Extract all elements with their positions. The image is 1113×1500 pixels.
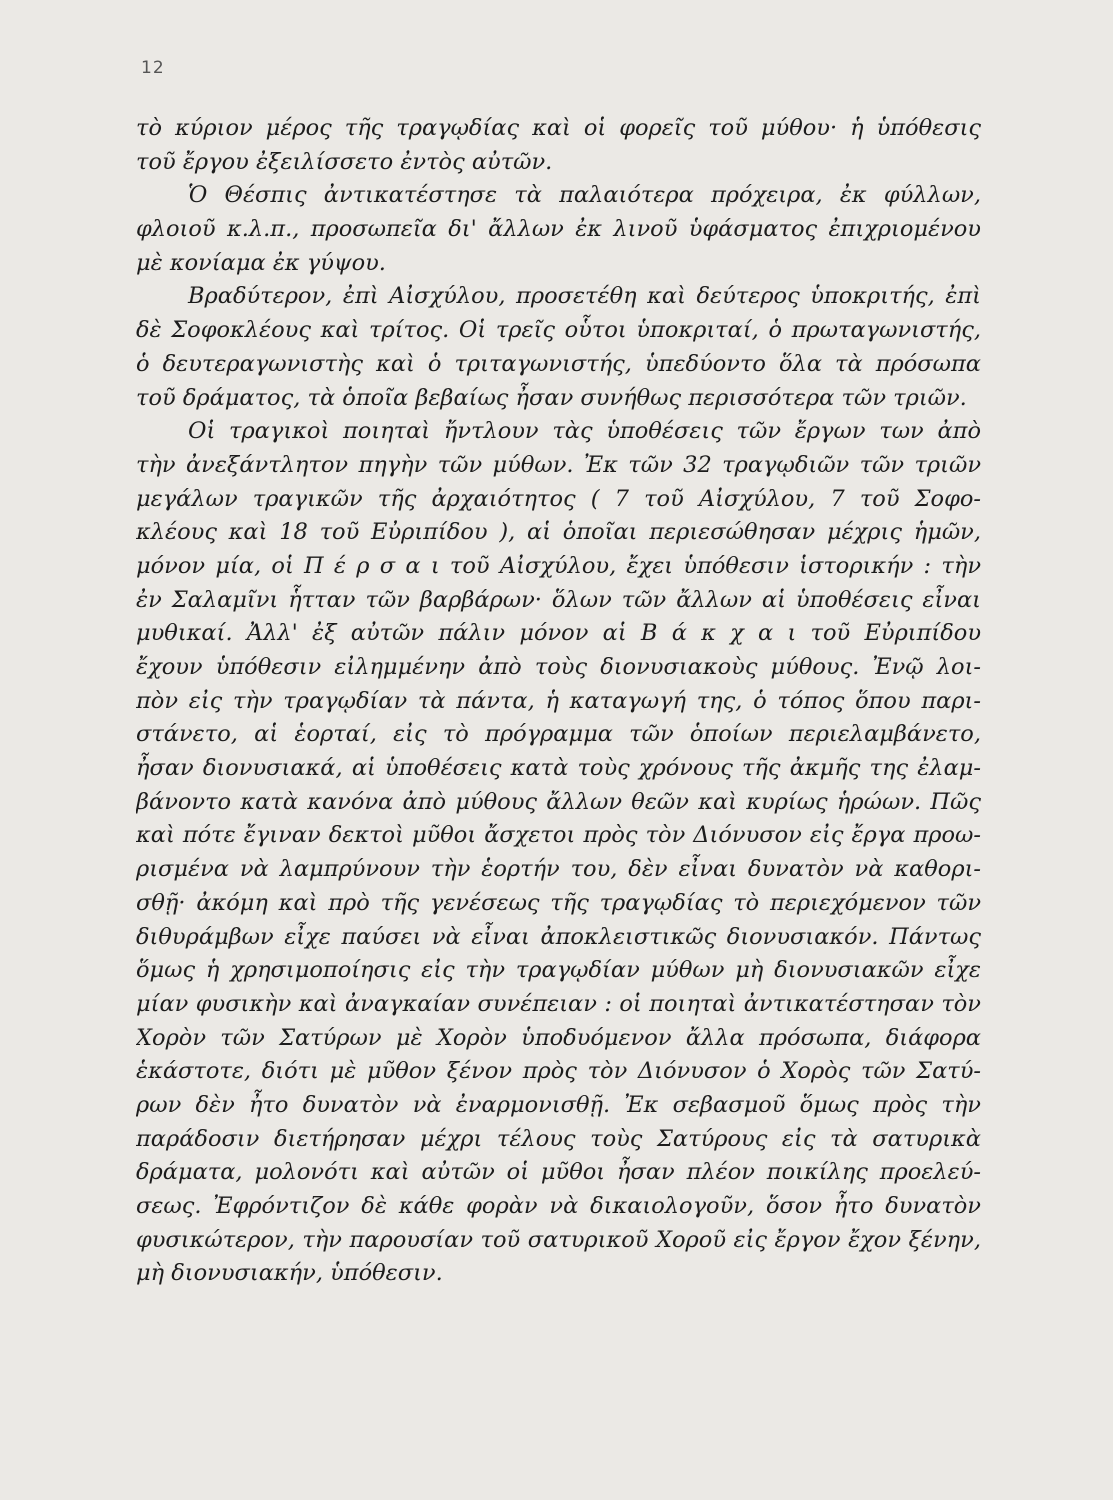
text-line: μόνον μία, οἱ Π έ ρ σ α ι τοῦ Αἰσχύλου, ἔχει ὑπόθεσιν ἱστορικήν : τὴν: [136, 552, 981, 579]
text-line: στάνετο, αἱ ἑορταί, εἰς τὸ πρόγραμμα τῶν ὁποίων περιελαμβάνετο,: [136, 721, 981, 748]
text-line: Χορὸν τῶν Σατύρων μὲ Χορὸν ὑποδυόμενον ἄλλα πρόσωπα, διάφορα: [136, 1024, 981, 1051]
text-line: τοῦ δράματος, τὰ ὁποῖα βεβαίως ἦσαν συνήθως περισσότερα τῶν τριῶν.: [136, 384, 967, 411]
text-line: μυθικαί. Ἀλλ' ἐξ αὐτῶν πάλιν μόνον αἱ Β ά κ χ α ι τοῦ Εὐριπίδου: [136, 620, 981, 647]
text-line: σεως. Ἐφρόντιζον δὲ κάθε φορὰν νὰ δικαιολογοῦν, ὅσον ἦτο δυνατὸν: [136, 1193, 981, 1219]
text-line: τοῦ ἔργου ἐξειλίσσετο ἐντὸς αὐτῶν.: [136, 148, 553, 175]
text-line: δὲ Σοφοκλέους καὶ τρίτος. Οἱ τρεῖς οὗτοι ὑποκριταί, ὁ πρωταγωνιστής,: [136, 317, 981, 344]
text-line: φυσικώτερον, τὴν παρουσίαν τοῦ σατυρικοῦ Χοροῦ εἰς ἔργον ἔχον ξένην,: [136, 1226, 981, 1253]
text-line: καὶ πότε ἔγιναν δεκτοὶ μῦθοι ἄσχετοι πρὸς τὸν Διόνυσον εἰς ἔργα προω-: [136, 822, 981, 849]
text-line: δράματα, μολονότι καὶ αὐτῶν οἱ μῦθοι ἦσαν πλέον ποικίλης προελεύ-: [136, 1159, 981, 1186]
text-line: μὲ κονίαμα ἐκ γύψου.: [136, 249, 386, 276]
text-line: μίαν φυσικὴν καὶ ἀναγκαίαν συνέπειαν : οἱ ποιηταὶ ἀντικατέστησαν τὸν: [136, 990, 981, 1017]
text-line: διθυράμβων εἶχε παύσει νὰ εἶναι ἀποκλειστικῶς διονυσιακόν. Πάντως: [136, 923, 981, 950]
text-line: σθῇ· ἀκόμη καὶ πρὸ τῆς γενέσεως τῆς τραγῳδίας τὸ περιεχόμενον τῶν: [136, 889, 981, 916]
text-line: μὴ διονυσιακήν, ὑπόθεσιν.: [136, 1260, 443, 1287]
text-line: ρισμένα νὰ λαμπρύνουν τὴν ἑορτήν του, δὲν εἶναι δυνατὸν νὰ καθορι-: [136, 856, 981, 883]
text-line: ἔχουν ὑπόθεσιν εἰλημμένην ἀπὸ τοὺς διονυσιακοὺς μύθους. Ἐνῷ λοι-: [136, 654, 981, 680]
text-line: κλέους καὶ 18 τοῦ Εὐριπίδου ), αἱ ὁποῖαι περιεσώθησαν μέχρις ἡμῶν,: [136, 519, 981, 546]
text-line: τὸ κύριον μέρος τῆς τραγῳδίας καὶ οἱ φορεῖς τοῦ μύθου· ἡ ὑπόθεσις: [136, 115, 981, 141]
text-line: Ὁ Θέσπις ἀντικατέστησε τὰ παλαιότερα πρόχειρα, ἐκ φύλλων,: [188, 182, 981, 209]
text-line: ὅμως ἡ χρησιμοποίησις εἰς τὴν τραγῳδίαν μύθων μὴ διονυσιακῶν εἶχε: [136, 957, 981, 984]
text-line: τὴν ἀνεξάντλητον πηγὴν τῶν μύθων. Ἐκ τῶν 32 τραγῳδιῶν τῶν τριῶν: [136, 451, 981, 478]
page-number: 12: [141, 58, 165, 78]
body-text: [136, 112, 981, 1291]
text-line: ρων δὲν ἦτο δυνατὸν νὰ ἐναρμονισθῇ. Ἐκ σεβασμοῦ ὅμως πρὸς τὴν: [136, 1091, 981, 1118]
text-line: μεγάλων τραγικῶν τῆς ἀρχαιότητος ( 7 τοῦ Αἰσχύλου, 7 τοῦ Σοφο-: [136, 485, 981, 512]
text-line: φλοιοῦ κ.λ.π., προσωπεῖα δι' ἄλλων ἐκ λινοῦ ὑφάσματος ἐπιχριομένου: [136, 216, 981, 243]
text-line: ἐν Σαλαμῖνι ἧτταν τῶν βαρβάρων· ὅλων τῶν ἄλλων αἱ ὑποθέσεις εἶναι: [136, 586, 981, 613]
text-line: Οἱ τραγικοὶ ποιηταὶ ἤντλουν τὰς ὑποθέσεις τῶν ἔργων των ἀπὸ: [188, 418, 981, 445]
text-line: πὸν εἰς τὴν τραγῳδίαν τὰ πάντα, ἡ καταγωγή της, ὁ τόπος ὅπου παρι-: [136, 687, 981, 714]
text-line: ἑκάστοτε, διότι μὲ μῦθον ξένον πρὸς τὸν Διόνυσον ὁ Χορὸς τῶν Σατύ-: [136, 1058, 981, 1085]
text-line: Βραδύτερον, ἐπὶ Αἰσχύλου, προσετέθη καὶ δεύτερος ὑποκριτής, ἐπὶ: [188, 283, 981, 310]
text-line: παράδοσιν διετήρησαν μέχρι τέλους τοὺς Σατύρους εἰς τὰ σατυρικὰ: [136, 1125, 981, 1152]
text-line: βάνοντο κατὰ κανόνα ἀπὸ μύθους ἄλλων θεῶν καὶ κυρίως ἡρώων. Πῶς: [136, 788, 981, 815]
text-line: ὁ δευτεραγωνιστὴς καὶ ὁ τριταγωνιστής, ὑπεδύοντο ὅλα τὰ πρόσωπα: [136, 350, 981, 377]
text-line: ἦσαν διονυσιακά, αἱ ὑποθέσεις κατὰ τοὺς χρόνους τῆς ἀκμῆς της ἐλαμ-: [136, 755, 981, 782]
